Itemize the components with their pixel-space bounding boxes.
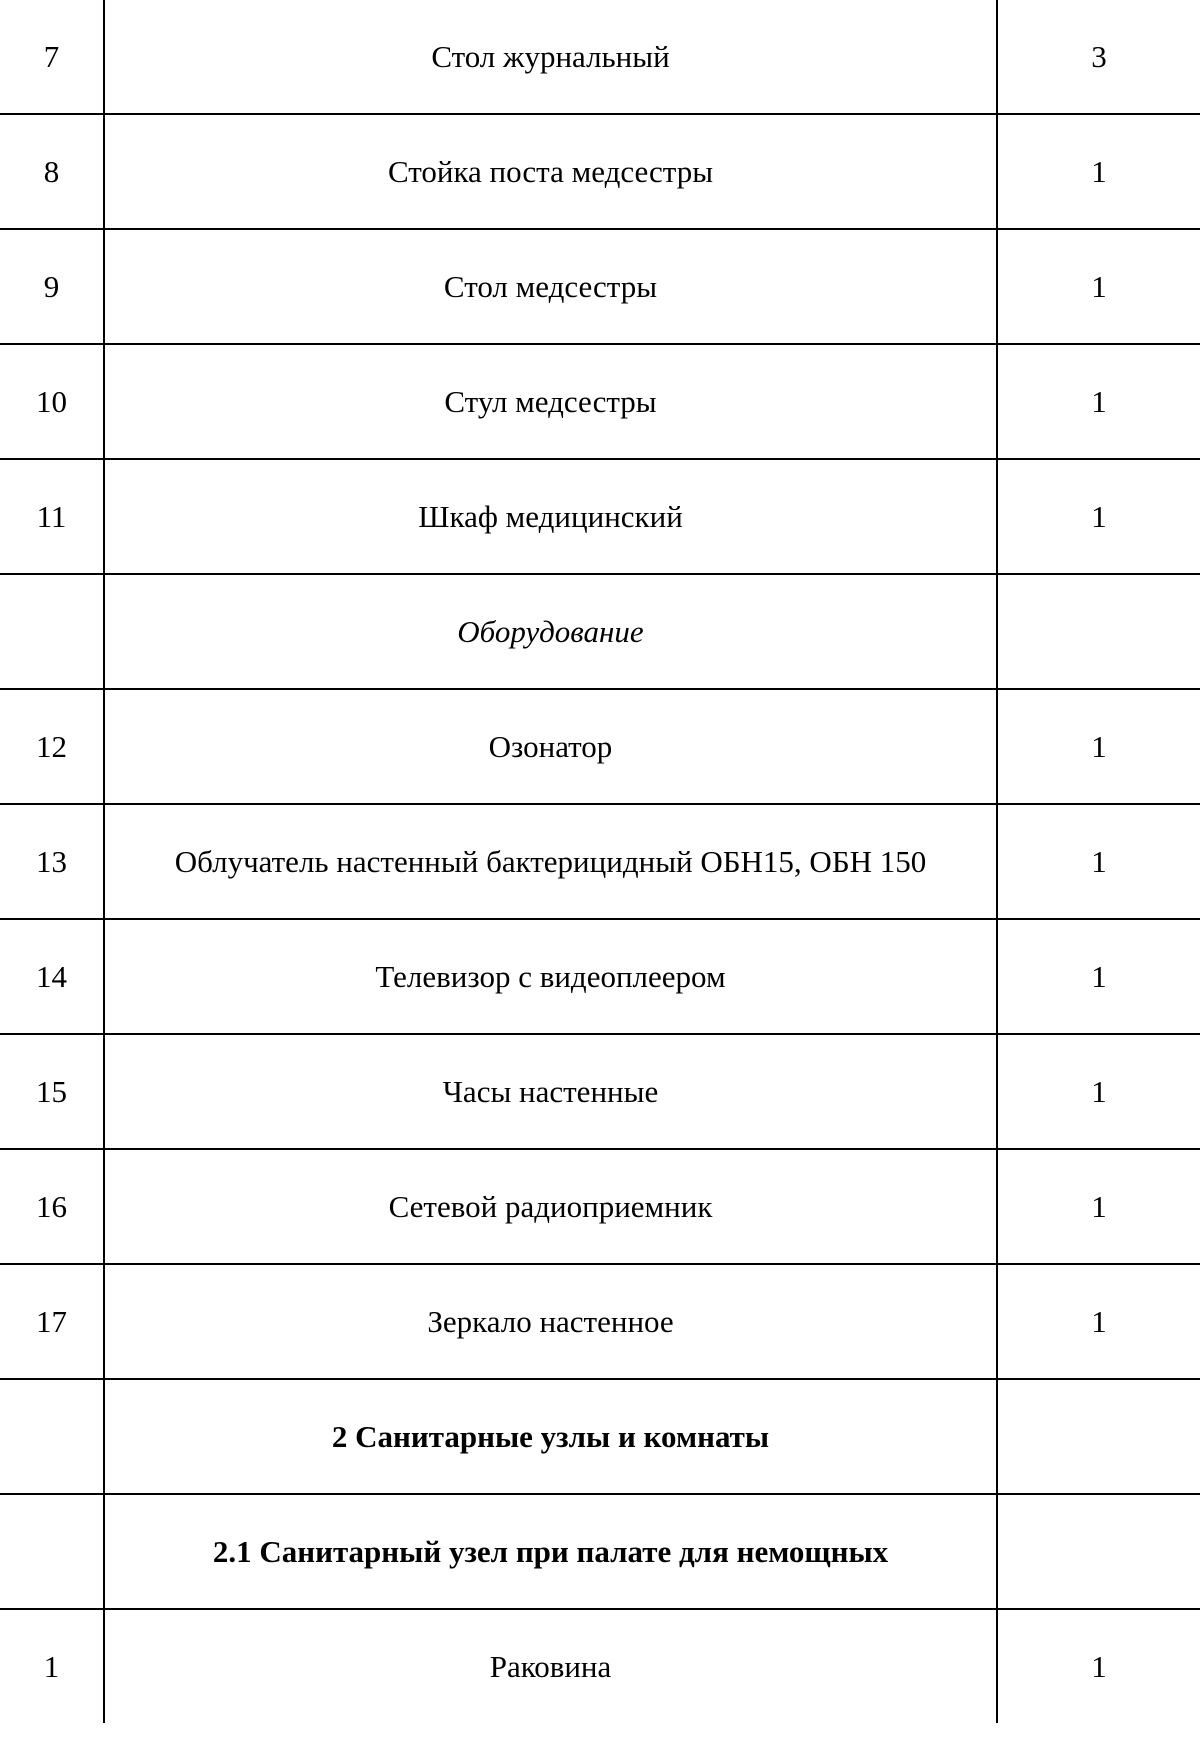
quantity-cell: 1 bbox=[997, 229, 1200, 344]
quantity-cell bbox=[997, 574, 1200, 689]
row-number-cell: 10 bbox=[0, 344, 104, 459]
quantity-cell: 3 bbox=[997, 0, 1200, 114]
table-row bbox=[0, 114, 1200, 229]
section-header-row bbox=[0, 574, 1200, 689]
row-number-cell bbox=[0, 1494, 104, 1609]
item-name-cell: Сетевой радиоприемник bbox=[104, 1149, 997, 1264]
row-number-cell: 1 bbox=[0, 1609, 104, 1723]
section-header-row bbox=[0, 1379, 1200, 1494]
quantity-cell: 1 bbox=[997, 804, 1200, 919]
section-header-row bbox=[0, 1494, 1200, 1609]
section-title-cell: 2.1 Санитарный узел при палате для немощных bbox=[104, 1494, 997, 1609]
table-row bbox=[0, 919, 1200, 1034]
table-row bbox=[0, 344, 1200, 459]
quantity-cell: 1 bbox=[997, 459, 1200, 574]
item-name-cell: Часы настенные bbox=[104, 1034, 997, 1149]
quantity-cell: 1 bbox=[997, 344, 1200, 459]
quantity-cell bbox=[997, 1494, 1200, 1609]
quantity-cell: 1 bbox=[997, 1034, 1200, 1149]
row-number-cell: 7 bbox=[0, 0, 104, 114]
quantity-cell: 1 bbox=[997, 919, 1200, 1034]
row-number-cell: 12 bbox=[0, 689, 104, 804]
row-number-cell: 8 bbox=[0, 114, 104, 229]
item-name-cell: Шкаф медицинский bbox=[104, 459, 997, 574]
quantity-cell: 1 bbox=[997, 114, 1200, 229]
row-number-cell bbox=[0, 1379, 104, 1494]
item-name-cell: Зеркало настенное bbox=[104, 1264, 997, 1379]
table-row bbox=[0, 1034, 1200, 1149]
quantity-cell: 1 bbox=[997, 689, 1200, 804]
table-row bbox=[0, 1264, 1200, 1379]
item-name-cell: Стойка поста медсестры bbox=[104, 114, 997, 229]
row-number-cell: 11 bbox=[0, 459, 104, 574]
quantity-cell: 1 bbox=[997, 1609, 1200, 1723]
item-name-cell: Облучатель настенный бактерицидный ОБН15, ОБН 150 bbox=[104, 804, 997, 919]
section-title-cell: 2 Санитарные узлы и комнаты bbox=[104, 1379, 997, 1494]
item-name-cell: Раковина bbox=[104, 1609, 997, 1723]
table-row bbox=[0, 229, 1200, 344]
quantity-cell bbox=[997, 1379, 1200, 1494]
row-number-cell: 15 bbox=[0, 1034, 104, 1149]
quantity-cell: 1 bbox=[997, 1264, 1200, 1379]
row-number-cell: 14 bbox=[0, 919, 104, 1034]
item-name-cell: Стол журнальный bbox=[104, 0, 997, 114]
row-number-cell: 9 bbox=[0, 229, 104, 344]
table-row bbox=[0, 459, 1200, 574]
quantity-cell: 1 bbox=[997, 1149, 1200, 1264]
row-number-cell bbox=[0, 574, 104, 689]
row-number-cell: 16 bbox=[0, 1149, 104, 1264]
table-row bbox=[0, 1149, 1200, 1264]
row-number-cell: 13 bbox=[0, 804, 104, 919]
item-name-cell: Озонатор bbox=[104, 689, 997, 804]
item-name-cell: Стол медсестры bbox=[104, 229, 997, 344]
table-row bbox=[0, 0, 1200, 114]
table-row bbox=[0, 804, 1200, 919]
table-row bbox=[0, 689, 1200, 804]
row-number-cell: 17 bbox=[0, 1264, 104, 1379]
table-row bbox=[0, 1609, 1200, 1723]
section-title-cell: Оборудование bbox=[104, 574, 997, 689]
item-name-cell: Стул медсестры bbox=[104, 344, 997, 459]
item-name-cell: Телевизор с видеоплеером bbox=[104, 919, 997, 1034]
